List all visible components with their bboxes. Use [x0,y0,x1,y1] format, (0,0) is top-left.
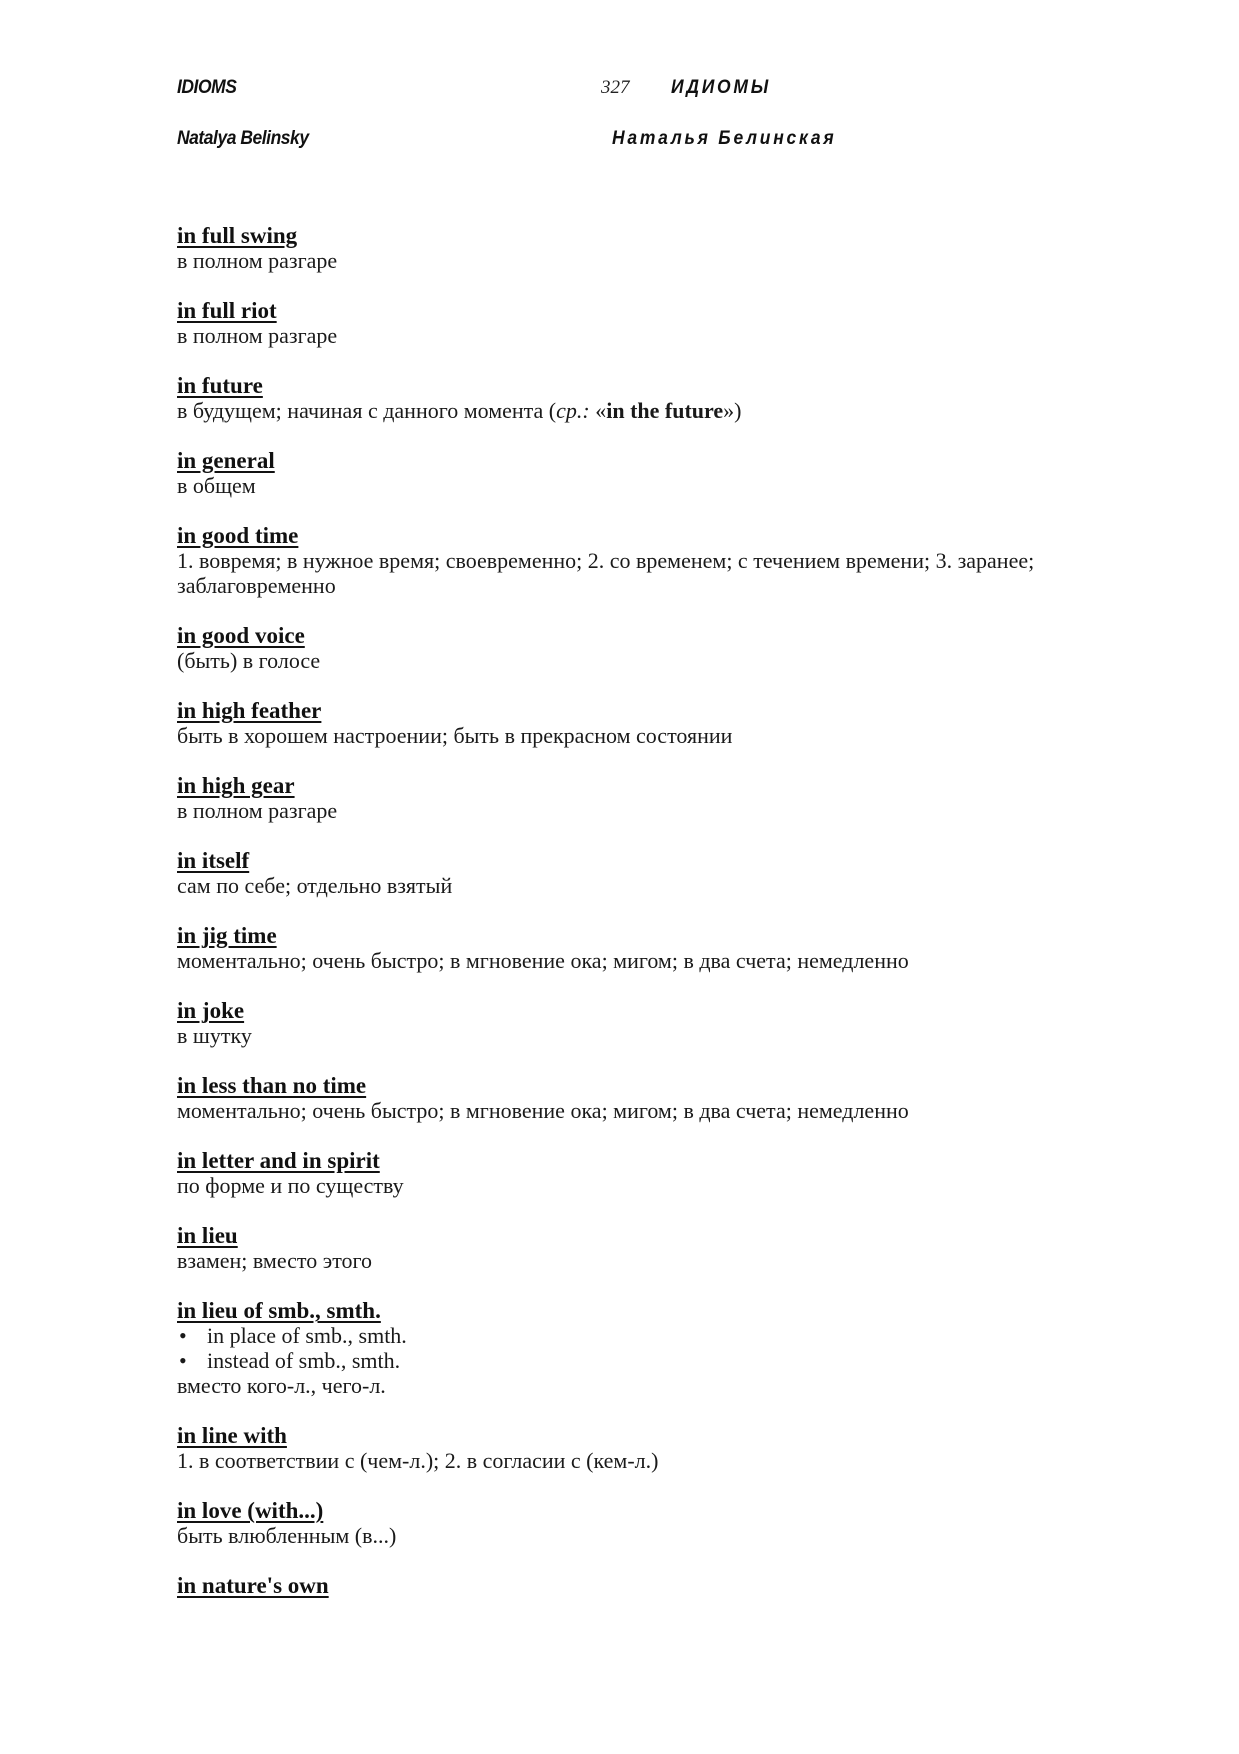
idiom-definition: вместо кого-л., чего-л. [177,1373,386,1398]
definition-quote-open: « [589,398,607,423]
idiom-term: in lieu [177,1223,238,1248]
idiom-term: in good time [177,523,299,548]
idiom-definition: 1. вовремя; в нужное время; своевременно; 2. со временем; с течением времени; 3. заранее; заблаговременно [177,548,1035,598]
idiom-definition: быть в хорошем настроении; быть в прекрасном состоянии [177,723,733,748]
idiom-entry [177,923,1077,973]
idiom-definition: в полном разгаре [177,798,338,823]
idiom-term: in itself [177,848,250,873]
idiom-entry [177,1223,1077,1273]
header-author-ru: Наталья Белинская [612,128,837,149]
idiom-term: in lieu of smb., smth. [177,1298,381,1323]
idiom-entry [177,698,1077,748]
idiom-term: in letter and in spirit [177,1148,380,1173]
definition-cross-reference: in the future [606,398,724,423]
idiom-term: in less than no time [177,1073,367,1098]
idiom-term: in nature's own [177,1573,329,1598]
idiom-term: in jig time [177,923,277,948]
idiom-definition: в общем [177,473,256,498]
idiom-entry [177,998,1077,1048]
idiom-entry [177,1073,1077,1123]
header-author-en: Natalya Belinsky [177,128,309,149]
header-title-en: IDIOMS [177,77,237,98]
idiom-definition: взамен; вместо этого [177,1248,372,1273]
idiom-entry [177,1498,1077,1548]
synonym-item: • instead of smb., smth. [177,1348,1077,1373]
idiom-definition: 1. в соответствии с (чем-л.); 2. в согласии с (кем-л.) [177,1448,659,1473]
idiom-definition: быть влюбленным (в...) [177,1523,397,1548]
idiom-entry [177,448,1077,498]
header-title-ru: ИДИОМЫ [671,77,771,98]
synonym-list [177,1323,1077,1373]
idiom-definition: по форме и по существу [177,1173,404,1198]
idiom-term: in love (with...) [177,1498,324,1523]
idiom-entry [177,623,1077,673]
synonym-item: • in place of smb., smth. [177,1323,1077,1348]
idiom-term: in high gear [177,773,295,798]
idiom-entry [177,1573,1077,1598]
idiom-entry [177,298,1077,348]
idiom-term: in joke [177,998,245,1023]
idiom-term: in general [177,448,275,473]
idiom-definition: сам по себе; отдельно взятый [177,873,453,898]
definition-quote-close: ») [723,398,742,423]
idiom-entry [177,773,1077,823]
idiom-term: in future [177,373,263,398]
definition-text: в будущем; начиная с данного момента ( [177,398,557,423]
idiom-entry [177,1298,1077,1398]
idiom-definition: моментально; очень быстро; в мгновение ока; мигом; в два счета; немедленно [177,1098,909,1123]
idiom-definition [177,398,1077,423]
idiom-definition: в полном разгаре [177,323,338,348]
idiom-entry [177,523,1077,598]
idiom-definition: моментально; очень быстро; в мгновение ока; мигом; в два счета; немедленно [177,948,909,973]
idiom-definition: (быть) в голосе [177,648,321,673]
page-number: 327 [601,77,630,98]
idiom-list [177,223,1077,1623]
idiom-term: in good voice [177,623,305,648]
idiom-entry [177,1148,1077,1198]
definition-compare-abbr: ср.: [556,398,590,423]
idiom-term: in high feather [177,698,322,723]
idiom-term: in line with [177,1423,287,1448]
idiom-term: in full swing [177,223,298,248]
idiom-entry [177,223,1077,273]
idiom-entry [177,848,1077,898]
idiom-definition: в полном разгаре [177,248,338,273]
idiom-term: in full riot [177,298,277,323]
idiom-definition: в шутку [177,1023,252,1048]
idiom-entry [177,1423,1077,1473]
idiom-entry [177,373,1077,423]
